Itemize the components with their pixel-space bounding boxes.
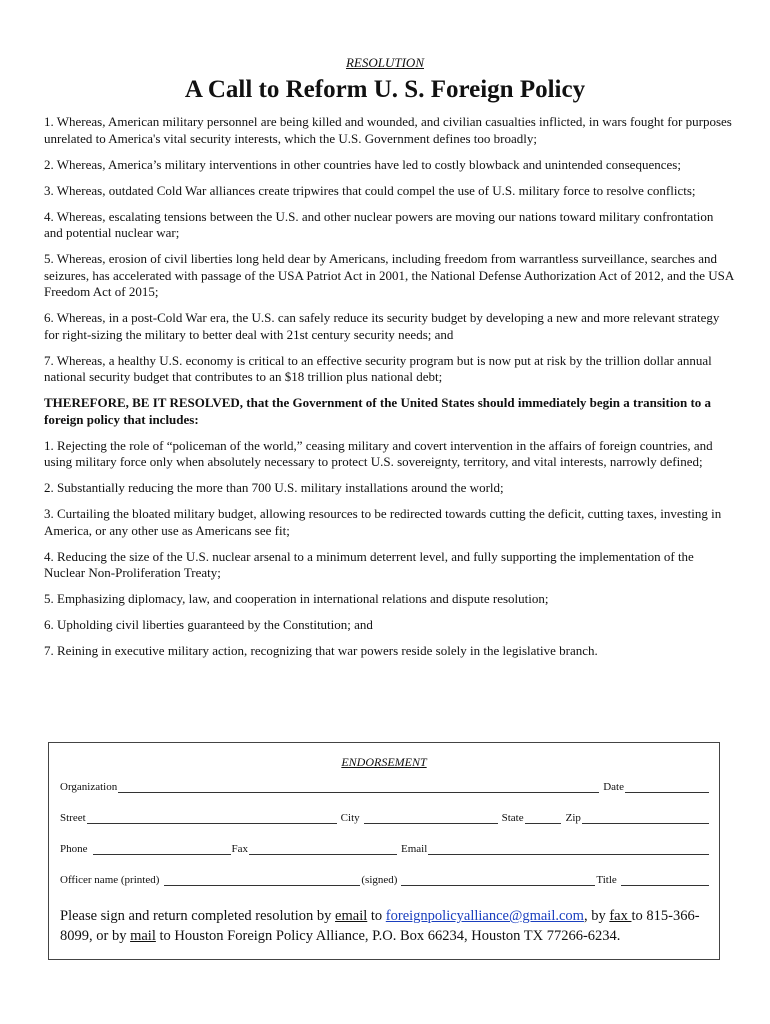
officer-row — [60, 874, 710, 886]
date-label: Date — [603, 781, 624, 793]
endorsement-title: ENDORSEMENT — [341, 755, 427, 769]
whereas-clause: 4. Whereas, escalating tensions between the U.S. and other nuclear powers are moving our nations toward military confrontation and potential nuclear war; — [44, 208, 714, 240]
fax-field[interactable] — [249, 844, 397, 855]
endorsement-form — [48, 742, 720, 960]
whereas-clause: 7. Whereas, a healthy U.S. economy is critical to an effective security program but is now put at risk by the trillion dollar annual national security budget that contributes to an $18 trillion plus national debt; — [44, 352, 712, 384]
fax-label: Fax — [231, 843, 248, 855]
email-address-link[interactable]: foreignpolicyalliance@gmail.com — [385, 908, 584, 924]
officer-name-label: Officer name (printed) — [60, 874, 160, 886]
officer-title-label: Title — [596, 874, 617, 886]
provision-item: 5. Emphasizing diplomacy, law, and cooperation in international relations and dispute resolution; — [44, 591, 549, 606]
email-word: email — [335, 908, 368, 924]
whereas-clause: 3. Whereas, outdated Cold War alliances create tripwires that could compel the use of U.S. military force to resolve conflicts; — [44, 182, 696, 198]
phone-field[interactable] — [93, 844, 231, 855]
city-field[interactable] — [364, 813, 498, 824]
provision-item: 3. Curtailing the bloated military budget, allowing resources to be redirected towards cutting the deficit, cutting taxes, investing in America, or any other use as Americans see fit; — [44, 506, 722, 538]
provision-item: 7. Reining in executive military action, recognizing that war powers reside solely in the legislative branch. — [44, 643, 598, 658]
state-field[interactable] — [525, 813, 561, 824]
whereas-clause: 6. Whereas, in a post-Cold War era, the U.S. can safely reduce its security budget by developing a new and more relevant strategy for right-sizing the military to better deal with 21st century security needs; and — [44, 310, 720, 342]
instructions-text: Please sign and return completed resolution by — [60, 908, 336, 924]
zip-field[interactable] — [582, 813, 709, 824]
signed-label: (signed) — [361, 874, 398, 886]
address-row — [60, 812, 710, 824]
email-field[interactable] — [428, 844, 709, 855]
mail-word: mail — [130, 928, 156, 944]
provision-item: 2. Substantially reducing the more than 700 U.S. military installations around the world; — [44, 480, 504, 495]
instructions-text: to 815-366-8099, or by — [60, 908, 700, 944]
officer-title-field[interactable] — [621, 875, 709, 886]
phone-label: Phone — [60, 843, 88, 855]
date-field[interactable] — [625, 782, 709, 793]
email-label: Email — [401, 843, 428, 855]
street-label: Street — [60, 812, 86, 824]
state-label: State — [501, 812, 524, 824]
instructions-text: , by — [583, 908, 610, 924]
resolved-statement: THEREFORE, BE IT RESOLVED, that the Government of the United States should immediately begin a transition to a foreign policy that includes: — [44, 395, 712, 427]
whereas-clause: 1. Whereas, American military personnel are being killed and wounded, and civilian casualties inflicted, in wars fought for purposes unrelated to America's vital security interests, which the U.S. Government defines too broadly; — [44, 114, 732, 146]
signature-field[interactable] — [401, 875, 595, 886]
organization-row — [60, 781, 710, 793]
provision-item: 4. Reducing the size of the U.S. nuclear arsenal to a minimum deterrent level, and fully supporting the implementation of the Nuclear Non-Proliferation Treaty; — [44, 548, 694, 580]
instructions-text: to — [367, 908, 386, 924]
document-kicker: RESOLUTION — [345, 55, 424, 70]
organization-field[interactable] — [118, 782, 599, 793]
fax-word: fax — [609, 908, 632, 924]
whereas-clause: 2. Whereas, America’s military interventions in other countries have led to costly blowback and unintended consequences; — [44, 156, 681, 172]
resolution-body — [44, 114, 734, 669]
return-instructions — [60, 906, 710, 946]
provision-item: 1. Rejecting the role of “policeman of the world,” ceasing military and covert intervention in the affairs of foreign countries, and using military force only when absolutely necessary to protect U.S. sovereignty, territory, and vital interests, narrowly defined; — [44, 437, 713, 469]
whereas-clause: 5. Whereas, erosion of civil liberties long held dear by Americans, including freedom from warrantless surveillance, searches and seizures, has accelerated with passage of the USA Patriot Act in 2001, the National Defense Authorization Act of 2012, and the USA Freedom Act of 2015; — [44, 251, 734, 299]
document-title: A Call to Reform U. S. Foreign Policy — [184, 76, 586, 103]
street-field[interactable] — [87, 813, 337, 824]
instructions-text: to Houston Foreign Policy Alliance, P.O. Box 66234, Houston TX 77266-6234. — [155, 928, 621, 944]
zip-label: Zip — [565, 812, 581, 824]
organization-label: Organization — [60, 781, 118, 793]
officer-name-field[interactable] — [164, 875, 360, 886]
contact-row — [60, 843, 710, 855]
provision-item: 6. Upholding civil liberties guaranteed by the Constitution; and — [44, 617, 373, 632]
city-label: City — [340, 812, 360, 824]
